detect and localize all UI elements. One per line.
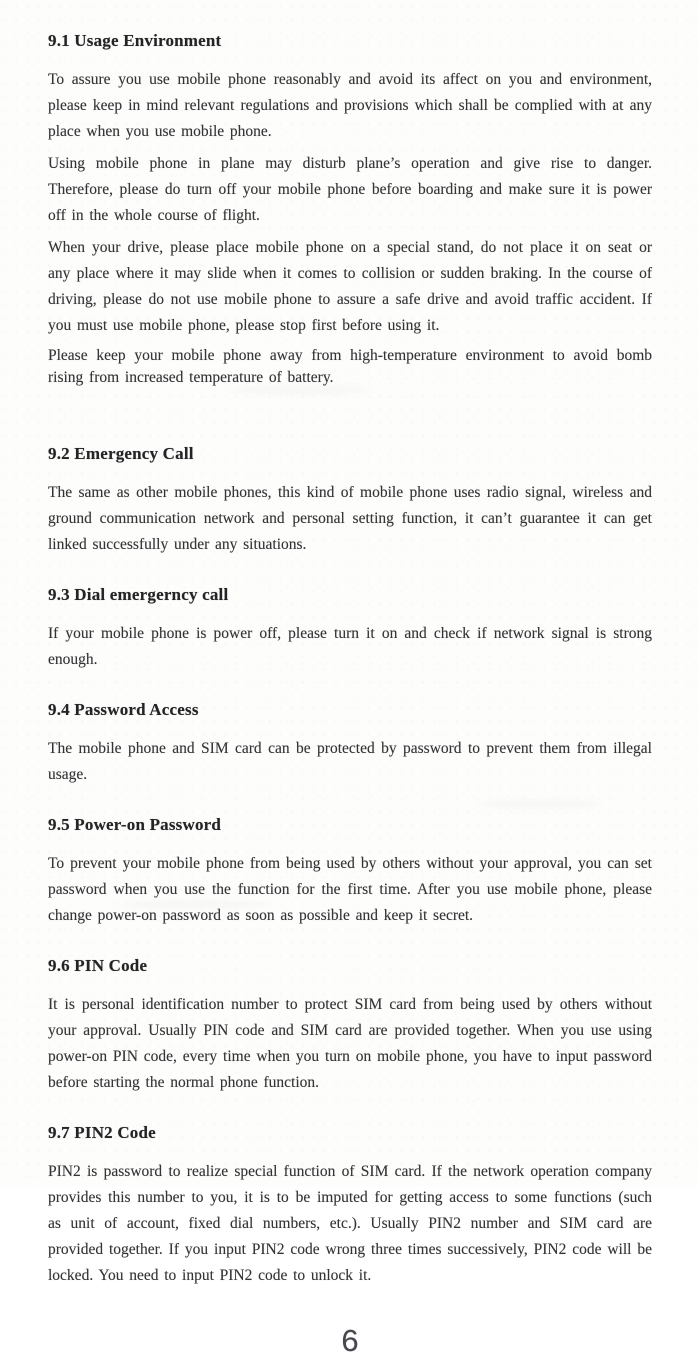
section-pin-code bbox=[48, 955, 652, 1096]
paragraph: When your drive, please place mobile phone on a special stand, do not place it on seat or any place where it may slide when it comes to collision or sudden braking. In the course of driving, please do not use mobile phone to assure a safe drive and avoid traffic accident. If you must use mobile phone, please stop first before using it. bbox=[48, 239, 652, 334]
paragraph: If your mobile phone is power off, please turn it on and check if network signal is strong enough. bbox=[48, 625, 652, 668]
section-heading: 9.7 PIN2 Code bbox=[48, 1123, 156, 1142]
paragraph: Please keep your mobile phone away from high-temperature environment to avoid bomb rising from increased temperature of battery. bbox=[48, 347, 652, 386]
paragraph: PIN2 is password to realize special function of SIM card. If the network operation company provides this number to you, it is to be imputed for getting access to some functions (such as unit of account, fixed dial numbers, etc.). Usually PIN2 number and SIM card are provided together. If you input PIN2 code wrong three times successively, PIN2 code will be locked. You need to input PIN2 code to unlock it. bbox=[48, 1163, 652, 1284]
paragraph: Using mobile phone in plane may disturb plane’s operation and give rise to danger. Therefore, please do turn off your mobile phone before boarding and make sure it is power off in the whole course of flight. bbox=[48, 155, 652, 224]
section-emergency-call bbox=[48, 443, 652, 558]
scan-smudge bbox=[480, 800, 600, 809]
paragraph: To assure you use mobile phone reasonably and avoid its affect on you and environment, please keep in mind relevant regulations and provisions which shall be complied with at any place when you use mobile phone. bbox=[48, 71, 652, 140]
paragraph: To prevent your mobile phone from being used by others without your approval, you can set password when you use the function for the first time. After you use mobile phone, please change power-on password as soon as possible and keep it secret. bbox=[48, 855, 652, 924]
section-heading: 9.4 Password Access bbox=[48, 700, 199, 719]
section-heading: 9.6 PIN Code bbox=[48, 956, 148, 975]
section-heading: 9.5 Power-on Password bbox=[48, 815, 222, 834]
section-heading: 9.1 Usage Environment bbox=[48, 31, 222, 50]
section-heading: 9.3 Dial emergerncy call bbox=[48, 585, 229, 604]
section-dial-emergency-call bbox=[48, 584, 652, 673]
section-password-access bbox=[48, 699, 652, 788]
section-power-on-password bbox=[48, 814, 652, 929]
section-usage-environment bbox=[48, 30, 652, 389]
paragraph: The same as other mobile phones, this kind of mobile phone uses radio signal, wireless and ground communication network and personal setting function, it can’t guarantee it can get linked successfully under any situations. bbox=[48, 484, 652, 553]
section-pin2-code bbox=[48, 1122, 652, 1289]
paragraph: It is personal identification number to protect SIM card from being used by others without your approval. Usually PIN code and SIM card are provided together. When you use using power-on PIN code, every time when you turn on mobile phone, you have to input password before starting the normal phone function. bbox=[48, 996, 652, 1091]
section-heading: 9.2 Emergency Call bbox=[48, 444, 194, 463]
page-number: 6 bbox=[341, 1323, 359, 1358]
paragraph: The mobile phone and SIM card can be protected by password to prevent them from illegal usage. bbox=[48, 740, 652, 783]
